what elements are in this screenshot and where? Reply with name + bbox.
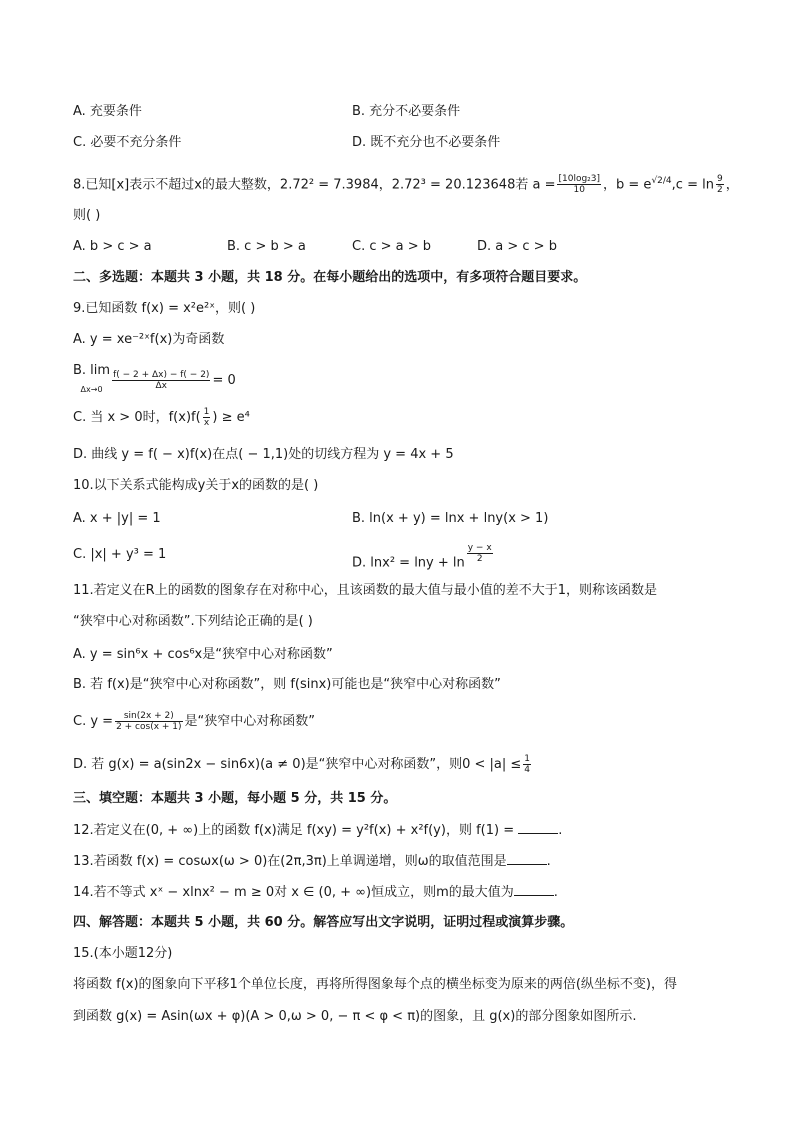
q9-option-c: C. 当 x > 0时，f(x)f( $\frac{1}{x}$ ) ≥ e⁴ [73, 407, 250, 428]
q8-option-c: C. c > a > b [352, 239, 432, 254]
q8-option-a: A. b > c > a [73, 239, 152, 254]
q10-option-d: D. lnx² = lny + ln $\frac{y - x}{2}$ [352, 543, 492, 571]
q14-answer-blank[interactable] [514, 883, 554, 896]
q10-option-a: A. x + |y| = 1 [73, 511, 161, 526]
q11-c-fraction: $\frac{\sin(2x + 2)}{2 + \cos(x + 1)}$ [116, 711, 182, 732]
q11-option-d: D. 若 g(x) = a(sin2x − sin6x)(a ≠ 0)是“狭窄中心对称函数”，则0 < |a| ≤ $\frac{1}{4}$ [73, 754, 531, 775]
q11-stem-line2: “狭窄中心对称函数”.下列结论正确的是( ) [73, 614, 313, 629]
q11-option-c: C. y = $\frac{\sin(2x + 2)}{2 + \cos(x + 1)}$ 是“狭窄中心对称函数” [73, 711, 316, 732]
q8-a-fraction: $\frac{\text{[10log₂3]}}{10}$ [558, 174, 601, 196]
q13: 13.若函数 f(x) = cosωx(ω > 0)在(2π,3π)上单调递增，则ω的取值范围是 . [73, 854, 551, 869]
q12-answer-blank[interactable] [518, 821, 558, 834]
q10-option-b: B. ln(x + y) = lnx + lny(x > 1) [352, 511, 549, 526]
q15-heading: 15.(本小题12分) [73, 946, 173, 961]
q7-option-c: C. 必要不充分条件 [73, 135, 182, 150]
q8-option-b: B. c > b > a [227, 239, 306, 254]
q11-stem-line1: 11.若定义在R上的函数的图象存在对称中心，且该函数的最大值与最小值的差不大于1，则称该函数是 [73, 583, 657, 598]
q11-option-a: A. y = sin⁶x + cos⁶x是“狭窄中心对称函数” [73, 647, 333, 662]
q7-option-a: A. 充要条件 [73, 104, 142, 119]
q9-option-a: A. y = xe⁻²ˣf(x)为奇函数 [73, 332, 225, 347]
q8-stem: 8.已知[x]表示不超过x的最大整数，2.72² = 7.3984，2.72³ = 20.123648若 a = $\frac{\text{[10log₂3]}}{10}$ ，$b = e^{√2/4},c = \ln$ $\frac{9}{2}$ ， [73, 174, 739, 196]
section-3-heading: 三、填空题：本题共 3 小题，每小题 5 分，共 15 分。 [73, 791, 397, 806]
q14: 14.若不等式 xˣ − xlnx² − m ≥ 0对 x ∈ (0, + ∞)恒成立，则m的最大值为 . [73, 885, 558, 900]
q13-answer-blank[interactable] [507, 852, 547, 865]
q7-option-d: D. 既不充分也不必要条件 [352, 135, 501, 150]
q9-b-fraction: $\frac{f( - 2 + \Delta x) - f( - 2)}{\Delta x}$ [113, 370, 210, 391]
q8-c-fraction: $\frac{9}{2}$ [716, 174, 723, 196]
q9-c-fraction: $\frac{1}{x}$ [203, 407, 210, 428]
q10-stem: 10.以下关系式能构成y关于x的函数的是( ) [73, 478, 319, 493]
q15-para-line1: 将函数 f(x)的图象向下平移1个单位长度，再将所得图象每个点的横坐标变为原来的两倍(纵坐标不变)，得 [73, 977, 677, 992]
q10-option-c: C. |x| + y³ = 1 [73, 547, 167, 562]
q11-d-fraction: $\frac{1}{4}$ [524, 754, 531, 775]
q12: 12.若定义在(0, + ∞)上的函数 f(x)满足 f(xy) = y²f(x) + x²f(y)，则 f(1) = . [73, 823, 563, 838]
q9-stem: 9.已知函数 f(x) = x²e²ˣ，则( ) [73, 301, 256, 316]
q7-option-b: B. 充分不必要条件 [352, 104, 461, 119]
q11-option-b: B. 若 f(x)是“狭窄中心对称函数”，则 f(sinx)可能也是“狭窄中心对称函数” [73, 677, 501, 692]
q10-d-fraction: $\frac{y - x}{2}$ [467, 543, 492, 564]
section-2-heading: 二、多选题：本题共 3 小题，共 18 分。在每小题给出的选项中，有多项符合题目要求。 [73, 270, 587, 285]
q8-option-d: D. a > c > b [477, 239, 557, 254]
q15-para-line2: 到函数 g(x) = Asin(ωx + φ)(A > 0,ω > 0, − π < φ < π)的图象，且 g(x)的部分图象如图所示. [73, 1009, 637, 1024]
q9-option-d: D. 曲线 y = f( − x)f(x)在点( − 1,1)处的切线方程为 y = 4x + 5 [73, 447, 454, 462]
section-4-heading: 四、解答题：本题共 5 小题，共 60 分。解答应写出文字说明，证明过程或演算步骤。 [73, 915, 574, 930]
q8-ask: 则( ) [73, 208, 101, 223]
q9-option-b: B. lim Δx→0 $\frac{f( - 2 + \Delta x) - f( - 2)}{\Delta x}$ = 0 [73, 363, 236, 394]
